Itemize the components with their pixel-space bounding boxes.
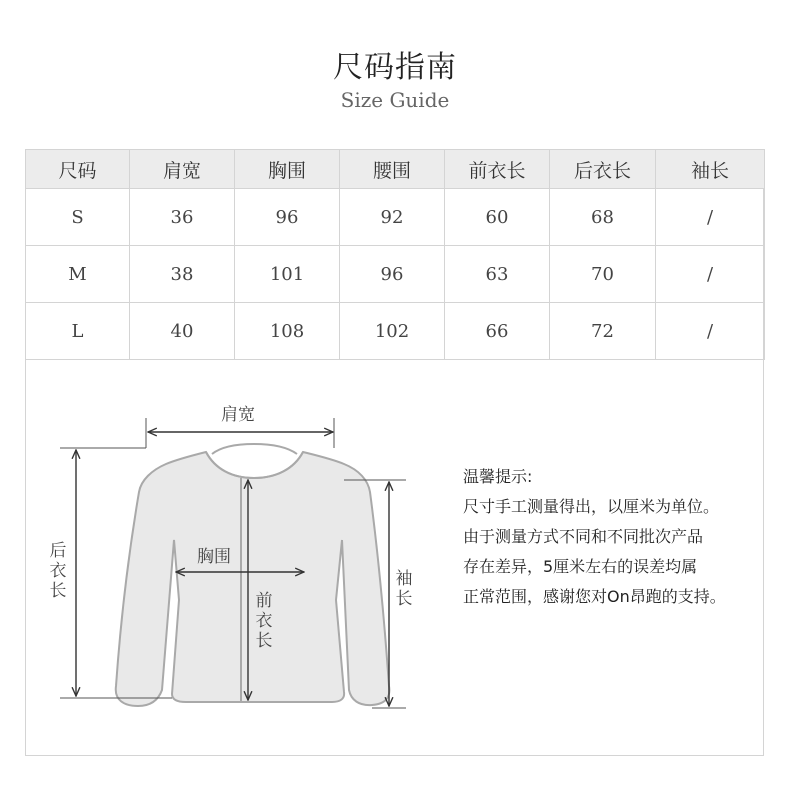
table-cell: 66 bbox=[445, 303, 550, 360]
table-cell: / bbox=[656, 189, 765, 246]
jacket-silhouette bbox=[116, 452, 390, 706]
table-cell: 63 bbox=[445, 246, 550, 303]
care-notes bbox=[463, 462, 763, 612]
table-cell: 68 bbox=[550, 189, 656, 246]
table-cell: 70 bbox=[550, 246, 656, 303]
jacket-neck-opening bbox=[212, 444, 297, 454]
table-cell: 96 bbox=[235, 189, 340, 246]
column-header-size: 尺码 bbox=[26, 150, 130, 189]
sleeve-label-char: 长 bbox=[395, 589, 413, 609]
front-length-label-char: 前 bbox=[255, 591, 273, 611]
column-header-chest: 胸围 bbox=[235, 150, 340, 189]
notes-line: 尺寸手工测量得出，以厘米为单位。 bbox=[463, 497, 720, 516]
back-length-label-char: 衣 bbox=[49, 561, 67, 581]
table-row bbox=[26, 246, 765, 303]
table-cell: 38 bbox=[130, 246, 235, 303]
notes-line: 存在差异，5厘米左右的误差均属 bbox=[463, 557, 698, 576]
column-header-sleeve: 袖长 bbox=[656, 150, 765, 189]
table-row bbox=[26, 189, 765, 246]
notes-line: 由于测量方式不同和不同批次产品 bbox=[463, 527, 704, 546]
sleeve-label-char: 袖 bbox=[395, 569, 413, 589]
back-length-label-char: 后 bbox=[49, 541, 67, 561]
shoulder-label: 肩宽 bbox=[221, 405, 255, 425]
table-cell: 102 bbox=[340, 303, 445, 360]
table-cell: / bbox=[656, 246, 765, 303]
table-cell: 36 bbox=[130, 189, 235, 246]
table-cell: 72 bbox=[550, 303, 656, 360]
table-cell: 101 bbox=[235, 246, 340, 303]
size-table bbox=[25, 149, 765, 360]
table-cell: L bbox=[26, 303, 130, 360]
notes-line: 正常范围，感谢您对On昂跑的支持。 bbox=[463, 587, 726, 606]
column-header-back-length: 后衣长 bbox=[550, 150, 656, 189]
column-header-front-length: 前衣长 bbox=[445, 150, 550, 189]
table-cell: 92 bbox=[340, 189, 445, 246]
front-length-label-char: 长 bbox=[255, 631, 273, 651]
table-cell: 40 bbox=[130, 303, 235, 360]
table-cell: 108 bbox=[235, 303, 340, 360]
page-subtitle: Size Guide bbox=[340, 88, 450, 112]
table-header-row bbox=[26, 150, 765, 189]
table-row bbox=[26, 303, 765, 360]
table-cell: M bbox=[26, 246, 130, 303]
back-length-label-char: 长 bbox=[49, 581, 67, 601]
column-header-shoulder: 肩宽 bbox=[130, 150, 235, 189]
table-cell: 60 bbox=[445, 189, 550, 246]
front-length-label-char: 衣 bbox=[255, 611, 273, 631]
table-cell: 96 bbox=[340, 246, 445, 303]
table-cell: / bbox=[656, 303, 765, 360]
page-title: 尺码指南 bbox=[333, 50, 457, 85]
column-header-waist: 腰围 bbox=[340, 150, 445, 189]
notes-heading: 温馨提示: bbox=[463, 467, 533, 486]
table-cell: S bbox=[26, 189, 130, 246]
chest-label: 胸围 bbox=[197, 547, 231, 567]
